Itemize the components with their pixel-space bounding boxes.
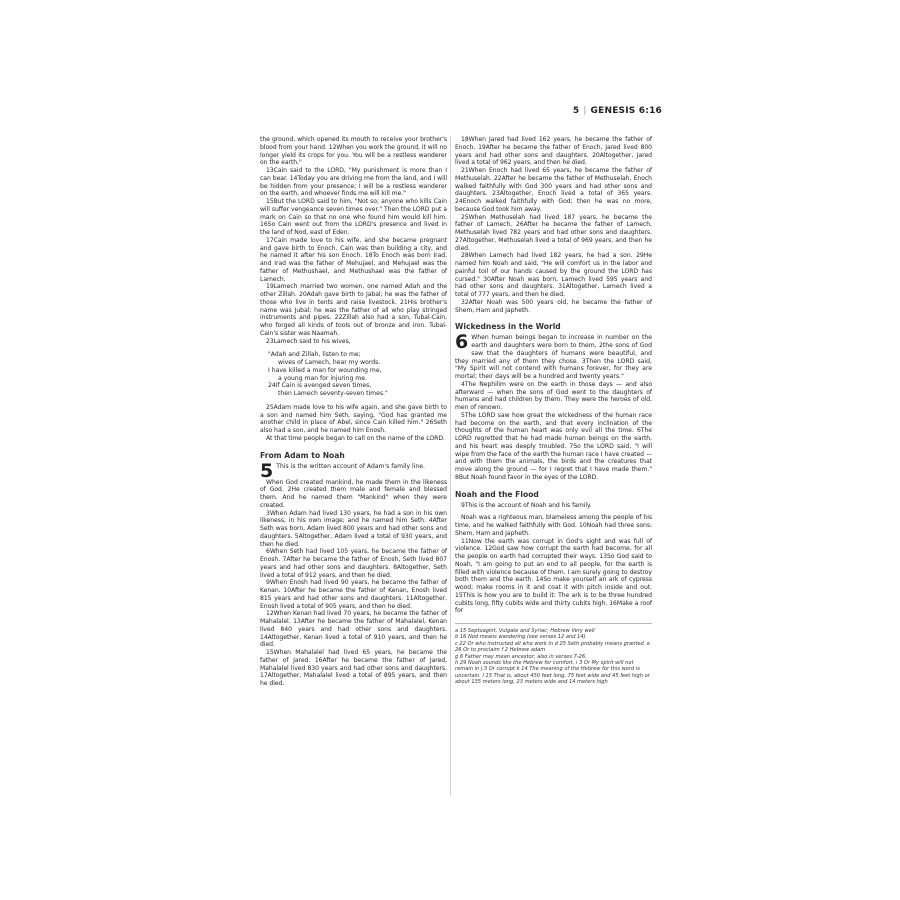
paragraph: 25When Methuselah had lived 187 years, he became the father of Lamech. 26After he became the father of Lamech, Methuselah lived 782 years and had other sons and daughters. 27Altogether, Methuselah lived a total of 969 years, and then he died. (455, 213, 652, 252)
footnotes (455, 623, 652, 686)
footnote: g 6 Father may mean ancestor; also in verses 7-26. (455, 653, 587, 660)
footnote: a 15 Septuagint, Vulgate and Syriac; Hebrew Very well (455, 628, 595, 634)
paragraph: 15But the LORD said to him, "Not so; anyone who kills Cain will suffer vengeance seven times over." Then the LORD put a mark on Cain so that no one who found him would kill him. 16So Cain went out from the LORD's presence and lived in the land of Nod, east of Eden. (260, 198, 447, 236)
poem-line: "Adah and Zillah, listen to me; (268, 351, 361, 359)
bible-page (250, 104, 662, 804)
paragraph: 23Lamech said to his wives, (266, 337, 351, 345)
paragraph: 15When Mahalalel had lived 65 years, he became the father of Jared. 16After he became the father of Jared, Mahalalel lived 830 years and had other sons and daughters. 17Altogether, Mahalalel lived a total of 895 years, and then he died. (260, 649, 447, 687)
poem-line: 24If Cain is avenged seven times, (268, 382, 372, 390)
column-divider (450, 136, 451, 796)
running-head (573, 106, 662, 116)
poem-line: I have killed a man for wounding me, (268, 366, 382, 374)
paragraph: When God created mankind, he made them in the likeness of God. 2He created them male and female and blessed them. And he named them "Mankind" when they were created. (260, 478, 447, 509)
chapter-opening (260, 459, 447, 482)
paragraph: 6When Seth had lived 105 years, he became the father of Enosh. 7After he became the father of Enosh, Seth lived 807 years and had other sons and daughters. 8Altogether, Seth lived a total of 912 years, and then he died. (260, 548, 447, 579)
poem-line: wives of Lamech, hear my words. (278, 359, 381, 366)
paragraph: 13Cain said to the LORD, "My punishment is more than I can bear. 14Today you are driving me from the land, and I will be hidden from your presence; I will be a restless wanderer on the earth, and whoever finds me will kill me." (260, 167, 447, 198)
paragraph: 9When Enosh had lived 90 years, he became the father of Kenan. 10After he became the father of Kenan, Enosh lived 815 years and had other sons and daughters. 11Altogether, Enosh lived a total of 905 years, and then he died. (260, 579, 447, 610)
paragraph: 4The Nephilim were on the earth in those days — and also afterward — when the sons of God went to the daughters of humans and had children by them. They were the heroes of old, men of renown. (455, 380, 652, 411)
paragraph: 11Now the earth was corrupt in God's sight and was full of violence. 12God saw how corrupt the earth had become, for all the people on earth had corrupted their ways. 13So God said to Noah, "I am going to put an end to all people, for the earth is filled with violence because of them. I am surely going to destroy both them and the earth. 14So make yourself an ark of cypress wood; make rooms in it and coat it with pitch inside and out. 15This is how you are to build it: The ark is to be three hundred cubits long, fifty cubits wide and thirty cubits high. 16Make a roof for (455, 537, 652, 615)
paragraph: 9This is the account of Noah and his family. (461, 501, 592, 509)
paragraph: 25Adam made love to his wife again, and she gave birth to a son and named him Seth, saying, "God has granted me another child in place of Abel, since Cain killed him." 26Seth also had a son, and he named him Enosh. (260, 403, 447, 434)
paragraph: 3When Adam had lived 130 years, he had a son in his own likeness, in his own image; and he named him Seth. 4After Seth was born, Adam lived 800 years and had other sons and daughters. 5Altogether, Adam lived a total of 930 years, and then he died. (260, 509, 447, 548)
footnote: c 22 Or who instructed all who work in d 25 Seth probably means granted. e 26 Or to proclaim f 2 Hebrew adam (455, 640, 651, 654)
section-heading: Wickedness in the World (455, 322, 561, 332)
section-heading: Noah and the Flood (455, 489, 539, 499)
paragraph: the ground, which opened its mouth to receive your brother's blood from your hand. 12When you work the ground, it will no longer yield its crops for you. You will be a restless wanderer on the earth." (260, 136, 447, 167)
paragraph: 32After Noah was 500 years old, he became the father of Shem, Ham and Japheth. (455, 298, 652, 314)
paragraph: 5The LORD saw how great the wickedness of the human race had become on the earth, and that every inclination of the thoughts of the human heart was only evil all the time. 6The LORD regretted that he had made human beings on the earth, and his heart was deeply troubled. 7So the LORD said, "I will wipe from the face of the earth the human race I have created — and with them the animals, the birds and the creatures that move along the ground — for I regret that I have made them." 8But Noah found favor in the eyes of the LORD. (455, 411, 652, 481)
paragraph: 19Lamech married two women, one named Adah and the other Zillah. 20Adah gave birth to Jabal; he was the father of those who live in tents and raise livestock. 21His brother's name was Jubal; he was the father of all who play stringed instruments and pipes. 22Zillah also had a son, Tubal-Cain, who forged all kinds of tools out of bronze and iron. Tubal-Cain's sister was Naamah. (260, 283, 447, 337)
paragraph: 21When Enoch had lived 65 years, he became the father of Methuselah. 22After he became the father of Methuselah, Enoch walked faithfully with God 300 years and had other sons and daughters. 23Altogether, Enoch lived a total of 365 years. 24Enoch walked faithfully with God; then he was no more, because God took him away. (455, 167, 652, 213)
page-number: 5 (572, 106, 580, 116)
chapter-number: 5 (260, 459, 274, 482)
paragraph: 18When Jared had lived 162 years, he became the father of Enoch. 19After he became the father of Enoch, Jared lived 800 years and had other sons and daughters. 20Altogether, Jared lived a total of 962 years, and then he died. (455, 136, 652, 167)
running-head-separator: | (583, 106, 587, 116)
paragraph: 28When Lamech had lived 182 years, he had a son. 29He named him Noah and said, "He will comfort us in the labor and painful toil of our hands caused by the ground the LORD has cursed." 30After Noah was born, Lamech lived 595 years and had other sons and daughters. 31Altogether, Lamech lived a total of 777 years, and then he died. (455, 252, 652, 298)
poem-line: a young man for injuring me. (278, 374, 367, 382)
right-column (455, 136, 652, 686)
footnote: h 29 Noah sounds like the Hebrew for comfort. i 3 Or My spirit will not remain in j 3 Or corrupt k 14 The meaning of the Hebrew for this word is uncertain. l 15 That is, about 450 feet long, 75 feet wide and 45 feet high or about 135 meters long, 23 meters wide and 14 meters high (455, 660, 650, 686)
chapter-first-line: This is the written account of Adam's family line. (276, 462, 425, 470)
left-column (260, 136, 447, 688)
chapter-reference: GENESIS 6:16 (590, 106, 662, 116)
chapter-opening (455, 331, 652, 381)
footnote: b 16 Nod means wandering (see verses 12 and 14). (455, 634, 588, 641)
paragraph: 12When Kenan had lived 70 years, he became the father of Mahalalel. 13After he became the father of Mahalalel, Kenan lived 840 years and had other sons and daughters. 14Altogether, Kenan lived a total of 910 years, and then he died. (260, 610, 447, 649)
section-heading: From Adam to Noah (260, 450, 345, 460)
poem (268, 351, 447, 398)
paragraph: 17Cain made love to his wife, and she became pregnant and gave birth to Enoch. Cain was then building a city, and he named it after his son Enoch. 18To Enoch was born Irad, and Irad was the father of Mehujael, and Mehujael was the father of Methushael, and Methushael was the father of Lamech. (260, 236, 447, 283)
paragraph: At that time people began to call on the name of the LORD. (266, 434, 445, 442)
poem-line: then Lamech seventy-seven times." (278, 390, 388, 397)
chapter-first-line: When human beings began to increase in number on the earth and daughters were born to them, 2the sons of God saw that the daughters of humans were beautiful, and they married any of them they chose. 3Then the LORD said, "My Spirit will not contend with humans forever, for they are mortal; their days will be a hundred and twenty years." (455, 334, 652, 380)
paragraph: Noah was a righteous man, blameless among the people of his time, and he walked faithfully with God. 10Noah had three sons: Shem, Ham and Japheth. (455, 514, 652, 537)
chapter-number: 6 (455, 331, 469, 354)
